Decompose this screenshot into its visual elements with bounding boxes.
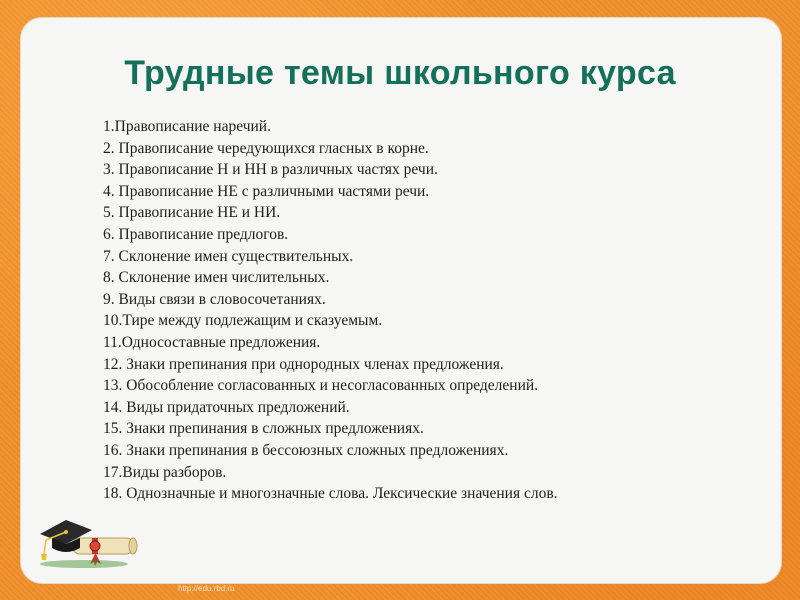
watermark-url: http://edu.rbd.ru [178, 584, 235, 593]
topic-item: 3. Правописание Н и НН в различных частях речи. [103, 161, 438, 179]
topic-item: 5. Правописание НЕ и НИ. [103, 204, 281, 222]
topic-list [103, 116, 743, 505]
topic-item: 12. Знаки препинания при однородных членах предложения. [103, 355, 504, 373]
topic-item: 6. Правописание предлогов. [103, 225, 289, 243]
topic-item: 18. Однозначные и многозначные слова. Лексические значения слов. [103, 485, 558, 503]
topic-item: 10.Тире между подлежащим и сказуемым. [103, 312, 383, 330]
slide-title: Трудные темы школьного курса [124, 54, 676, 92]
topic-item: 15. Знаки препинания в сложных предложениях. [103, 420, 424, 438]
topic-item: 14. Виды придаточных предложений. [103, 398, 350, 416]
topic-item: 17.Виды разборов. [103, 463, 227, 481]
topic-item: 11.Односоставные предложения. [103, 333, 321, 351]
graduation-cap-diploma-icon [34, 500, 144, 570]
topic-item: 13. Обособление согласованных и несогласованных определений. [103, 377, 539, 395]
topic-item: 2. Правописание чередующихся гласных в корне. [103, 139, 429, 157]
topic-item: 1.Правописание наречий. [103, 118, 271, 135]
topic-item: 7. Склонение имен существительных. [103, 247, 354, 265]
topic-item: 9. Виды связи в словосочетаниях. [103, 290, 326, 308]
topic-item: 4. Правописание НЕ с различными частями речи. [103, 182, 430, 200]
topic-item: 16. Знаки препинания в бессоюзных сложных предложениях. [103, 441, 509, 459]
topic-item: 8. Склонение имен числительных. [103, 269, 330, 287]
